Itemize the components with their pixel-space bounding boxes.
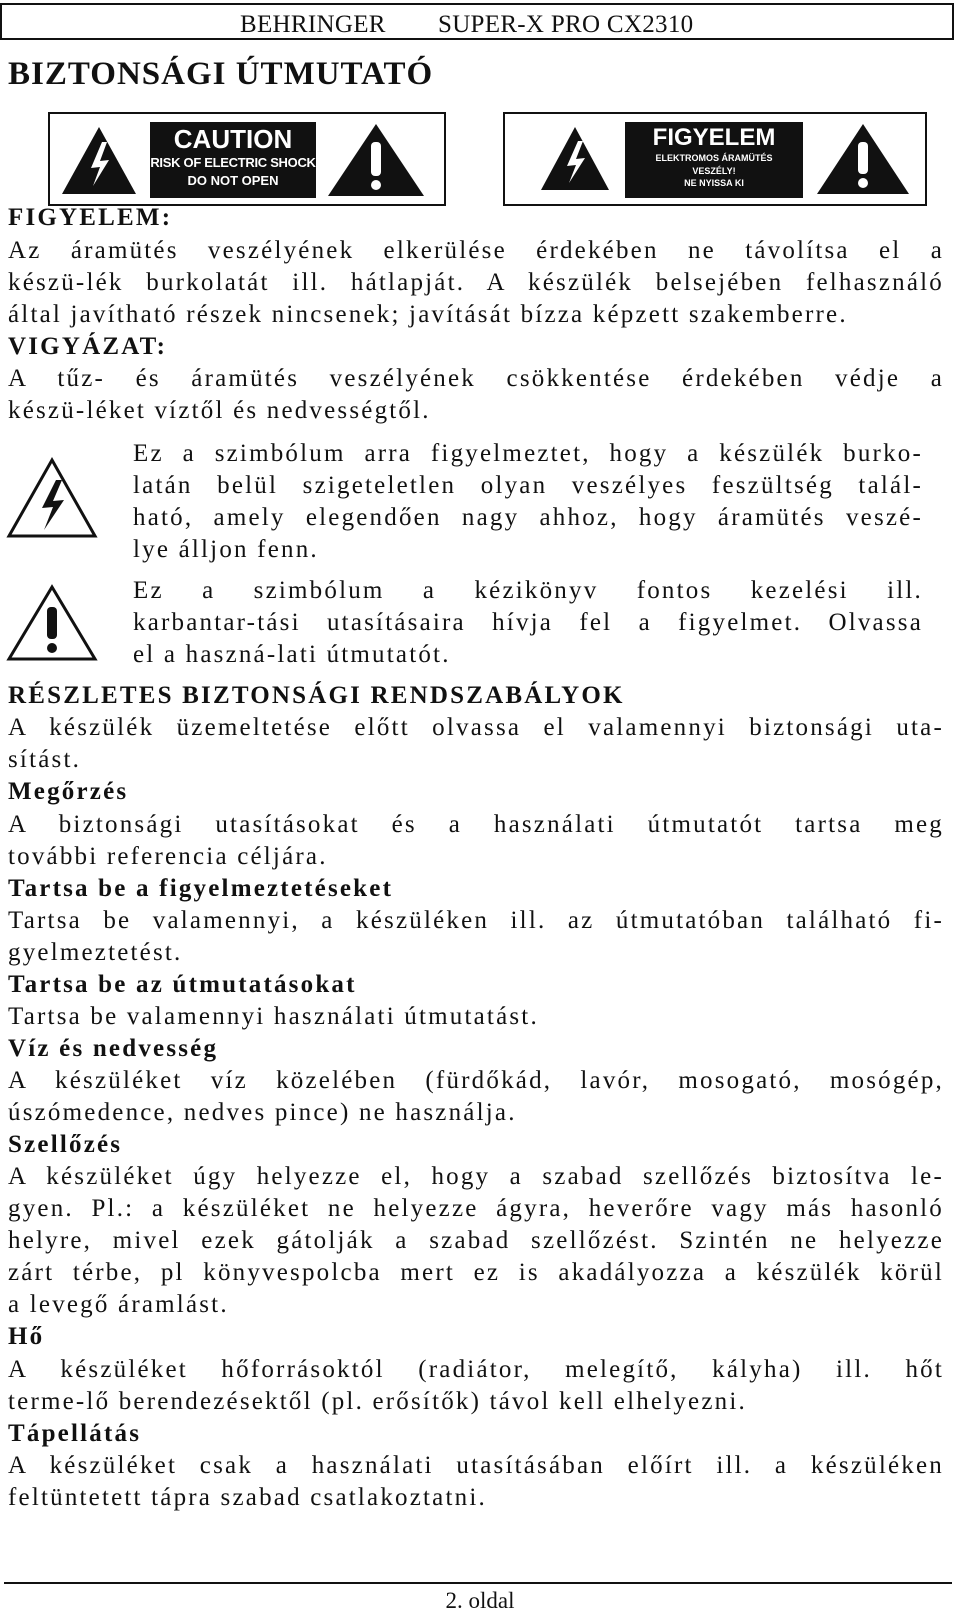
caution-line1: A tűz- és áramütés veszélyének csökkentése érdekében védje a — [8, 365, 944, 392]
section-line: zárt térbe, pl könyvespolcba mert ez is akadályozza a készülék körül — [8, 1259, 944, 1286]
section-line: A készüléket hőforrásoktól (radiátor, melegítő, kályha) ill. hőt — [8, 1356, 944, 1383]
section-title: Hő — [8, 1323, 45, 1350]
warning-line3: által javítható részek nincsenek; javítását bízza képzett szakemberre. — [8, 301, 848, 328]
model-name: SUPER-X PRO CX2310 — [438, 11, 694, 38]
section-line: A biztonsági utasításokat és a használati útmutatót tartsa meg — [8, 811, 944, 838]
exclamation-desc-line2: karbantar-tási utasításaira hívja fel a figyelmet. Olvassa — [133, 609, 923, 636]
warning-line1: Az áramütés veszélyének elkerülése érdekében ne távolítsa el a — [8, 237, 944, 264]
page-header — [0, 3, 954, 40]
exclamation-triangle-icon — [6, 583, 98, 663]
figyelem-line3: NE NYISSA KI — [684, 178, 744, 188]
warning-line2: készü-lék burkolatát ill. hátlapját. A készülék belsejében felhasználó — [8, 269, 944, 296]
section-line: A készüléket víz közelében (fürdőkád, lavór, mosogató, mosógép, — [8, 1067, 944, 1094]
figyelem-title: FIGYELEM — [652, 124, 776, 151]
section-line: Tartsa be valamennyi, a készüléken ill. az útmutatóban található fi- — [8, 907, 944, 934]
lightning-triangle-icon — [539, 124, 611, 192]
caution-line1: RISK OF ELECTRIC SHOCK — [150, 155, 316, 170]
rules-heading: RÉSZLETES BIZTONSÁGI RENDSZABÁLYOK — [8, 682, 625, 709]
exclamation-desc-line3: el a haszná-lati útmutatót. — [133, 641, 451, 668]
exclamation-desc-line1: Ez a szimbólum a kézikönyv fontos kezelési ill. — [133, 577, 923, 604]
section-line: gyelmeztetést. — [8, 939, 183, 966]
figyelem-line1: ELEKTROMOS ÁRAMÜTÉS — [655, 153, 773, 163]
section-title: Szellőzés — [8, 1131, 123, 1158]
section-line: a levegő áramlást. — [8, 1291, 229, 1318]
section-title: Víz és nedvesség — [8, 1035, 219, 1062]
section-line: további referencia céljára. — [8, 843, 328, 870]
caution-text-block — [150, 122, 316, 198]
exclamation-triangle-icon — [815, 122, 911, 196]
page-number: 2. oldal — [445, 1588, 515, 1613]
lightning-desc-line3: ható, amely elegendően nagy ahhoz, hogy áramütés veszé- — [133, 504, 923, 531]
section-line: helyre, mivel ezek gátolják a szabad szellőzést. Szintén ne helyezze — [8, 1227, 944, 1254]
section-title: Tartsa be a figyelmeztetéseket — [8, 875, 394, 902]
section-line: gyen. Pl.: a készüléket ne helyezze ágyra, heverőre vagy más hasonló — [8, 1195, 944, 1222]
section-line: feltüntetett tápra szabad csatlakoztatni. — [8, 1484, 487, 1511]
section-line: úszómedence, nedves pince) ne használja. — [8, 1099, 517, 1126]
rules-intro-line2: sítást. — [8, 746, 82, 773]
caution-line2: DO NOT OPEN — [187, 173, 279, 188]
rules-intro-line1: A készülék üzemeltetése előtt olvassa el valamennyi biztonsági uta- — [8, 714, 944, 741]
caution-title: CAUTION — [173, 124, 293, 154]
lightning-desc-line4: lye álljon fenn. — [133, 536, 319, 563]
figyelem-line2: VESZÉLY! — [692, 166, 736, 176]
section-title: Megőrzés — [8, 778, 129, 805]
caution-label — [48, 112, 446, 206]
lightning-desc-line2: latán belül szigeteletlen olyan veszélyes feszültség talál- — [133, 472, 923, 499]
lightning-triangle-icon — [60, 124, 138, 196]
exclamation-triangle-icon — [326, 122, 426, 198]
section-line: terme-lő berendezésektől (pl. erősítők) távol kell elhelyezni. — [8, 1388, 747, 1415]
page-title: BIZTONSÁGI ÚTMUTATÓ — [8, 56, 434, 92]
brand-name: BEHRINGER — [240, 11, 386, 38]
lightning-desc-line1: Ez a szimbólum arra figyelmeztet, hogy a készülék burko- — [133, 440, 923, 467]
warning-heading: FIGYELEM: — [8, 204, 173, 231]
figyelem-text-block — [625, 122, 803, 198]
section-line: Tartsa be valamennyi használati útmutatást. — [8, 1003, 539, 1030]
section-title: Tápellátás — [8, 1420, 142, 1447]
lightning-triangle-icon — [6, 456, 98, 540]
figyelem-label — [503, 112, 927, 206]
section-line: A készüléket csak a használati utasításában előírt ill. a készüléken — [8, 1452, 944, 1479]
footer-divider — [4, 1582, 952, 1584]
section-line: A készüléket úgy helyezze el, hogy a szabad szellőzés biztosítva le- — [8, 1163, 944, 1190]
caution-line2: készü-léket víztől és nedvességtől. — [8, 397, 431, 424]
section-title: Tartsa be az útmutatásokat — [8, 971, 357, 998]
caution-heading: VIGYÁZAT: — [8, 333, 168, 360]
